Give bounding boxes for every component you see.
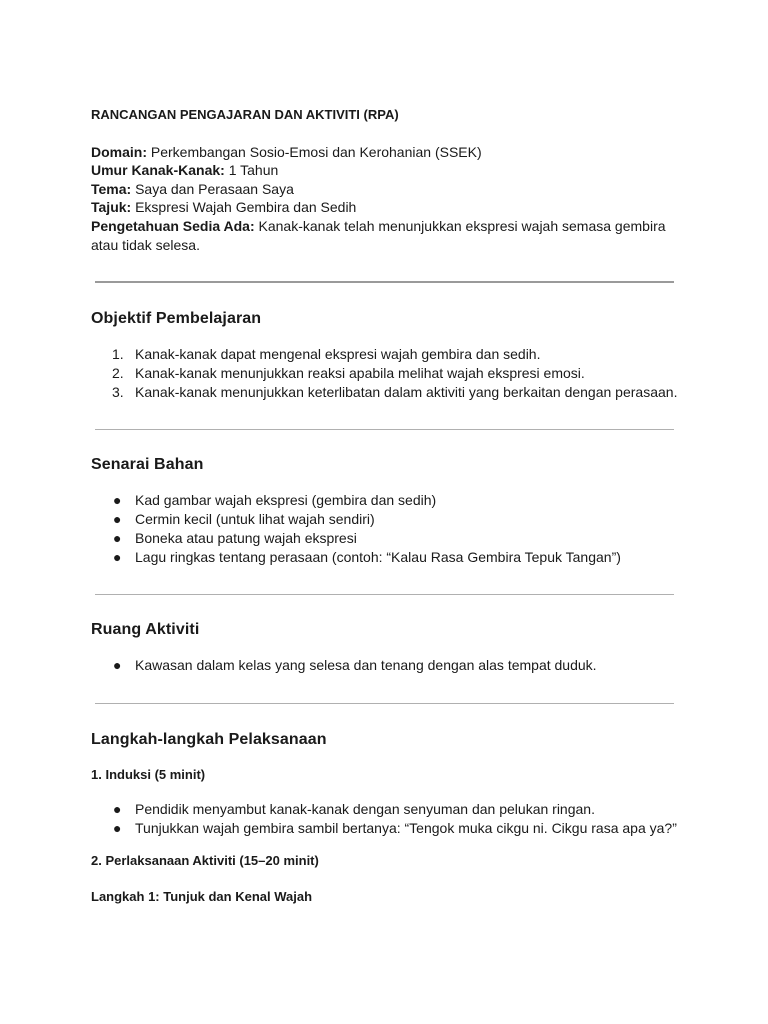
section-heading-ruang: Ruang Aktiviti <box>91 621 200 638</box>
meta-tajuk-value: Ekspresi Wajah Gembira dan Sedih <box>131 199 357 215</box>
list-item-text: Kawasan dalam kelas yang selesa dan tenang dengan alas tempat duduk. <box>135 657 597 673</box>
meta-domain-label: Domain: <box>91 144 147 160</box>
subheading-perlaksanaan: 2. Perlaksanaan Aktiviti (15–20 minit) <box>91 853 319 868</box>
meta-domain <box>91 143 482 162</box>
subheading-langkah-1: Langkah 1: Tunjuk dan Kenal Wajah <box>91 889 313 904</box>
list-item-text: Pendidik menyambut kanak-kanak dengan senyuman dan pelukan ringan. <box>135 801 595 817</box>
divider <box>95 703 674 704</box>
list-item <box>91 656 691 675</box>
list-item <box>91 510 691 529</box>
bullet-icon: ● <box>113 492 122 508</box>
list-item <box>91 529 691 548</box>
meta-umur <box>91 161 278 180</box>
meta-tajuk-label: Tajuk: <box>91 199 132 215</box>
list-item <box>91 345 691 364</box>
meta-pengetahuan-label: Pengetahuan Sedia Ada: <box>91 218 255 234</box>
bullet-icon: ● <box>113 530 122 546</box>
section-heading-bahan: Senarai Bahan <box>91 456 204 473</box>
ruang-list <box>91 656 691 675</box>
list-item-text: Lagu ringkas tentang perasaan (contoh: “Kalau Rasa Gembira Tepuk Tangan”) <box>135 549 621 565</box>
list-item <box>91 800 691 819</box>
meta-tajuk <box>91 198 356 217</box>
objektif-list <box>91 345 691 402</box>
bullet-icon: ● <box>113 549 122 565</box>
list-item <box>91 819 691 838</box>
meta-tema-label: Tema: <box>91 181 132 197</box>
list-item-text: Kanak-kanak dapat mengenal ekspresi wajah gembira dan sedih. <box>135 346 541 362</box>
list-item-text: Tunjukkan wajah gembira sambil bertanya: “Tengok muka cikgu ni. Cikgu rasa apa ya?” <box>135 820 677 836</box>
meta-pengetahuan-value: Kanak-kanak telah menunjukkan ekspresi wajah semasa gembira atau tidak selesa. <box>91 218 666 253</box>
list-item <box>91 548 691 567</box>
list-item <box>91 383 691 402</box>
document-title: RANCANGAN PENGAJARAN DAN AKTIVITI (RPA) <box>91 107 399 122</box>
divider <box>95 594 674 595</box>
divider <box>95 281 674 283</box>
list-item-text: Boneka atau patung wajah ekspresi <box>135 530 357 546</box>
meta-tema <box>91 180 294 199</box>
list-number: 1. <box>112 346 124 362</box>
section-heading-objektif: Objektif Pembelajaran <box>91 310 262 327</box>
meta-umur-label: Umur Kanak-Kanak: <box>91 162 225 178</box>
meta-domain-value: Perkembangan Sosio-Emosi dan Kerohanian (SSEK) <box>147 144 482 160</box>
subheading-induksi: 1. Induksi (5 minit) <box>91 767 206 782</box>
list-number: 2. <box>112 365 124 381</box>
list-item <box>91 491 691 510</box>
bullet-icon: ● <box>113 511 122 527</box>
list-item <box>91 364 691 383</box>
bullet-icon: ● <box>113 657 122 673</box>
bahan-list <box>91 491 691 567</box>
bullet-icon: ● <box>113 801 122 817</box>
list-item-text: Kanak-kanak menunjukkan reaksi apabila melihat wajah ekspresi emosi. <box>135 365 585 381</box>
divider <box>95 429 674 430</box>
induksi-list <box>91 800 691 838</box>
list-number: 3. <box>112 384 124 400</box>
bullet-icon: ● <box>113 820 122 836</box>
list-item-text: Cermin kecil (untuk lihat wajah sendiri) <box>135 511 375 527</box>
list-item-text: Kad gambar wajah ekspresi (gembira dan sedih) <box>135 492 437 508</box>
list-item-text: Kanak-kanak menunjukkan keterlibatan dalam aktiviti yang berkaitan dengan perasaan. <box>135 384 678 400</box>
meta-pengetahuan <box>91 217 681 255</box>
meta-tema-value: Saya dan Perasaan Saya <box>131 181 294 197</box>
meta-umur-value: 1 Tahun <box>224 162 279 178</box>
section-heading-langkah: Langkah-langkah Pelaksanaan <box>91 731 327 748</box>
